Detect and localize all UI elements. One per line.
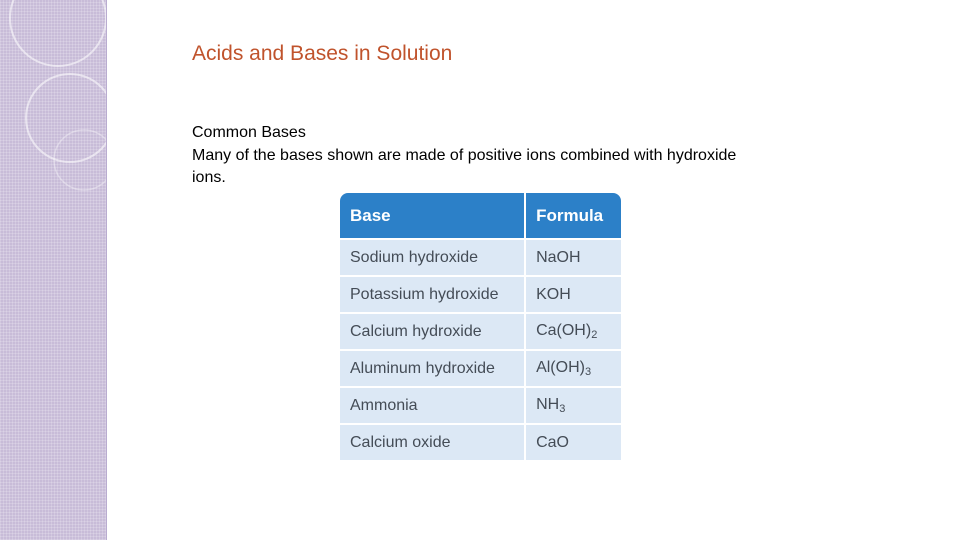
cell-formula [526,351,621,386]
cell-base: Calcium hydroxide [340,314,524,349]
table-row [340,425,621,460]
table-row [340,351,621,386]
cell-formula [526,388,621,423]
table-header-row [340,193,621,238]
decorative-rings [0,0,106,540]
decorative-ring-top [10,0,106,66]
cell-formula [526,277,621,312]
cell-base: Aluminum hydroxide [340,351,524,386]
decorative-ring-middle [26,74,106,162]
cell-formula [526,314,621,349]
cell-formula [526,240,621,275]
cell-base: Potassium hydroxide [340,277,524,312]
bases-table-container [340,193,621,461]
column-header-base: Base [340,193,524,238]
cell-formula [526,425,621,460]
formula-text: CaO [536,433,569,451]
formula-text: Al(OH) [536,359,585,376]
table-row [340,388,621,423]
table-row [340,277,621,312]
body-text: Many of the bases shown are made of positive ions combined with hydroxide ions. [192,147,737,186]
formula-text: KOH [536,285,571,303]
cell-base: Sodium hydroxide [340,240,524,275]
table-row [340,240,621,275]
formula-subscript: 2 [591,329,598,341]
column-header-formula: Formula [526,193,621,238]
decorative-sidebar [0,0,107,540]
formula-text: NaOH [536,248,581,266]
slide-title: Acids and Bases in Solution [192,42,453,65]
formula-subscript: 3 [584,366,592,378]
cell-base: Ammonia [340,388,524,423]
section-heading: Common Bases [192,124,306,141]
bases-table [340,193,621,461]
formula-text: NH [536,396,560,413]
formula-text: Ca(OH) [536,322,592,339]
cell-base: Calcium oxide [340,425,524,460]
formula-subscript: 3 [559,403,566,415]
table-row [340,314,621,349]
